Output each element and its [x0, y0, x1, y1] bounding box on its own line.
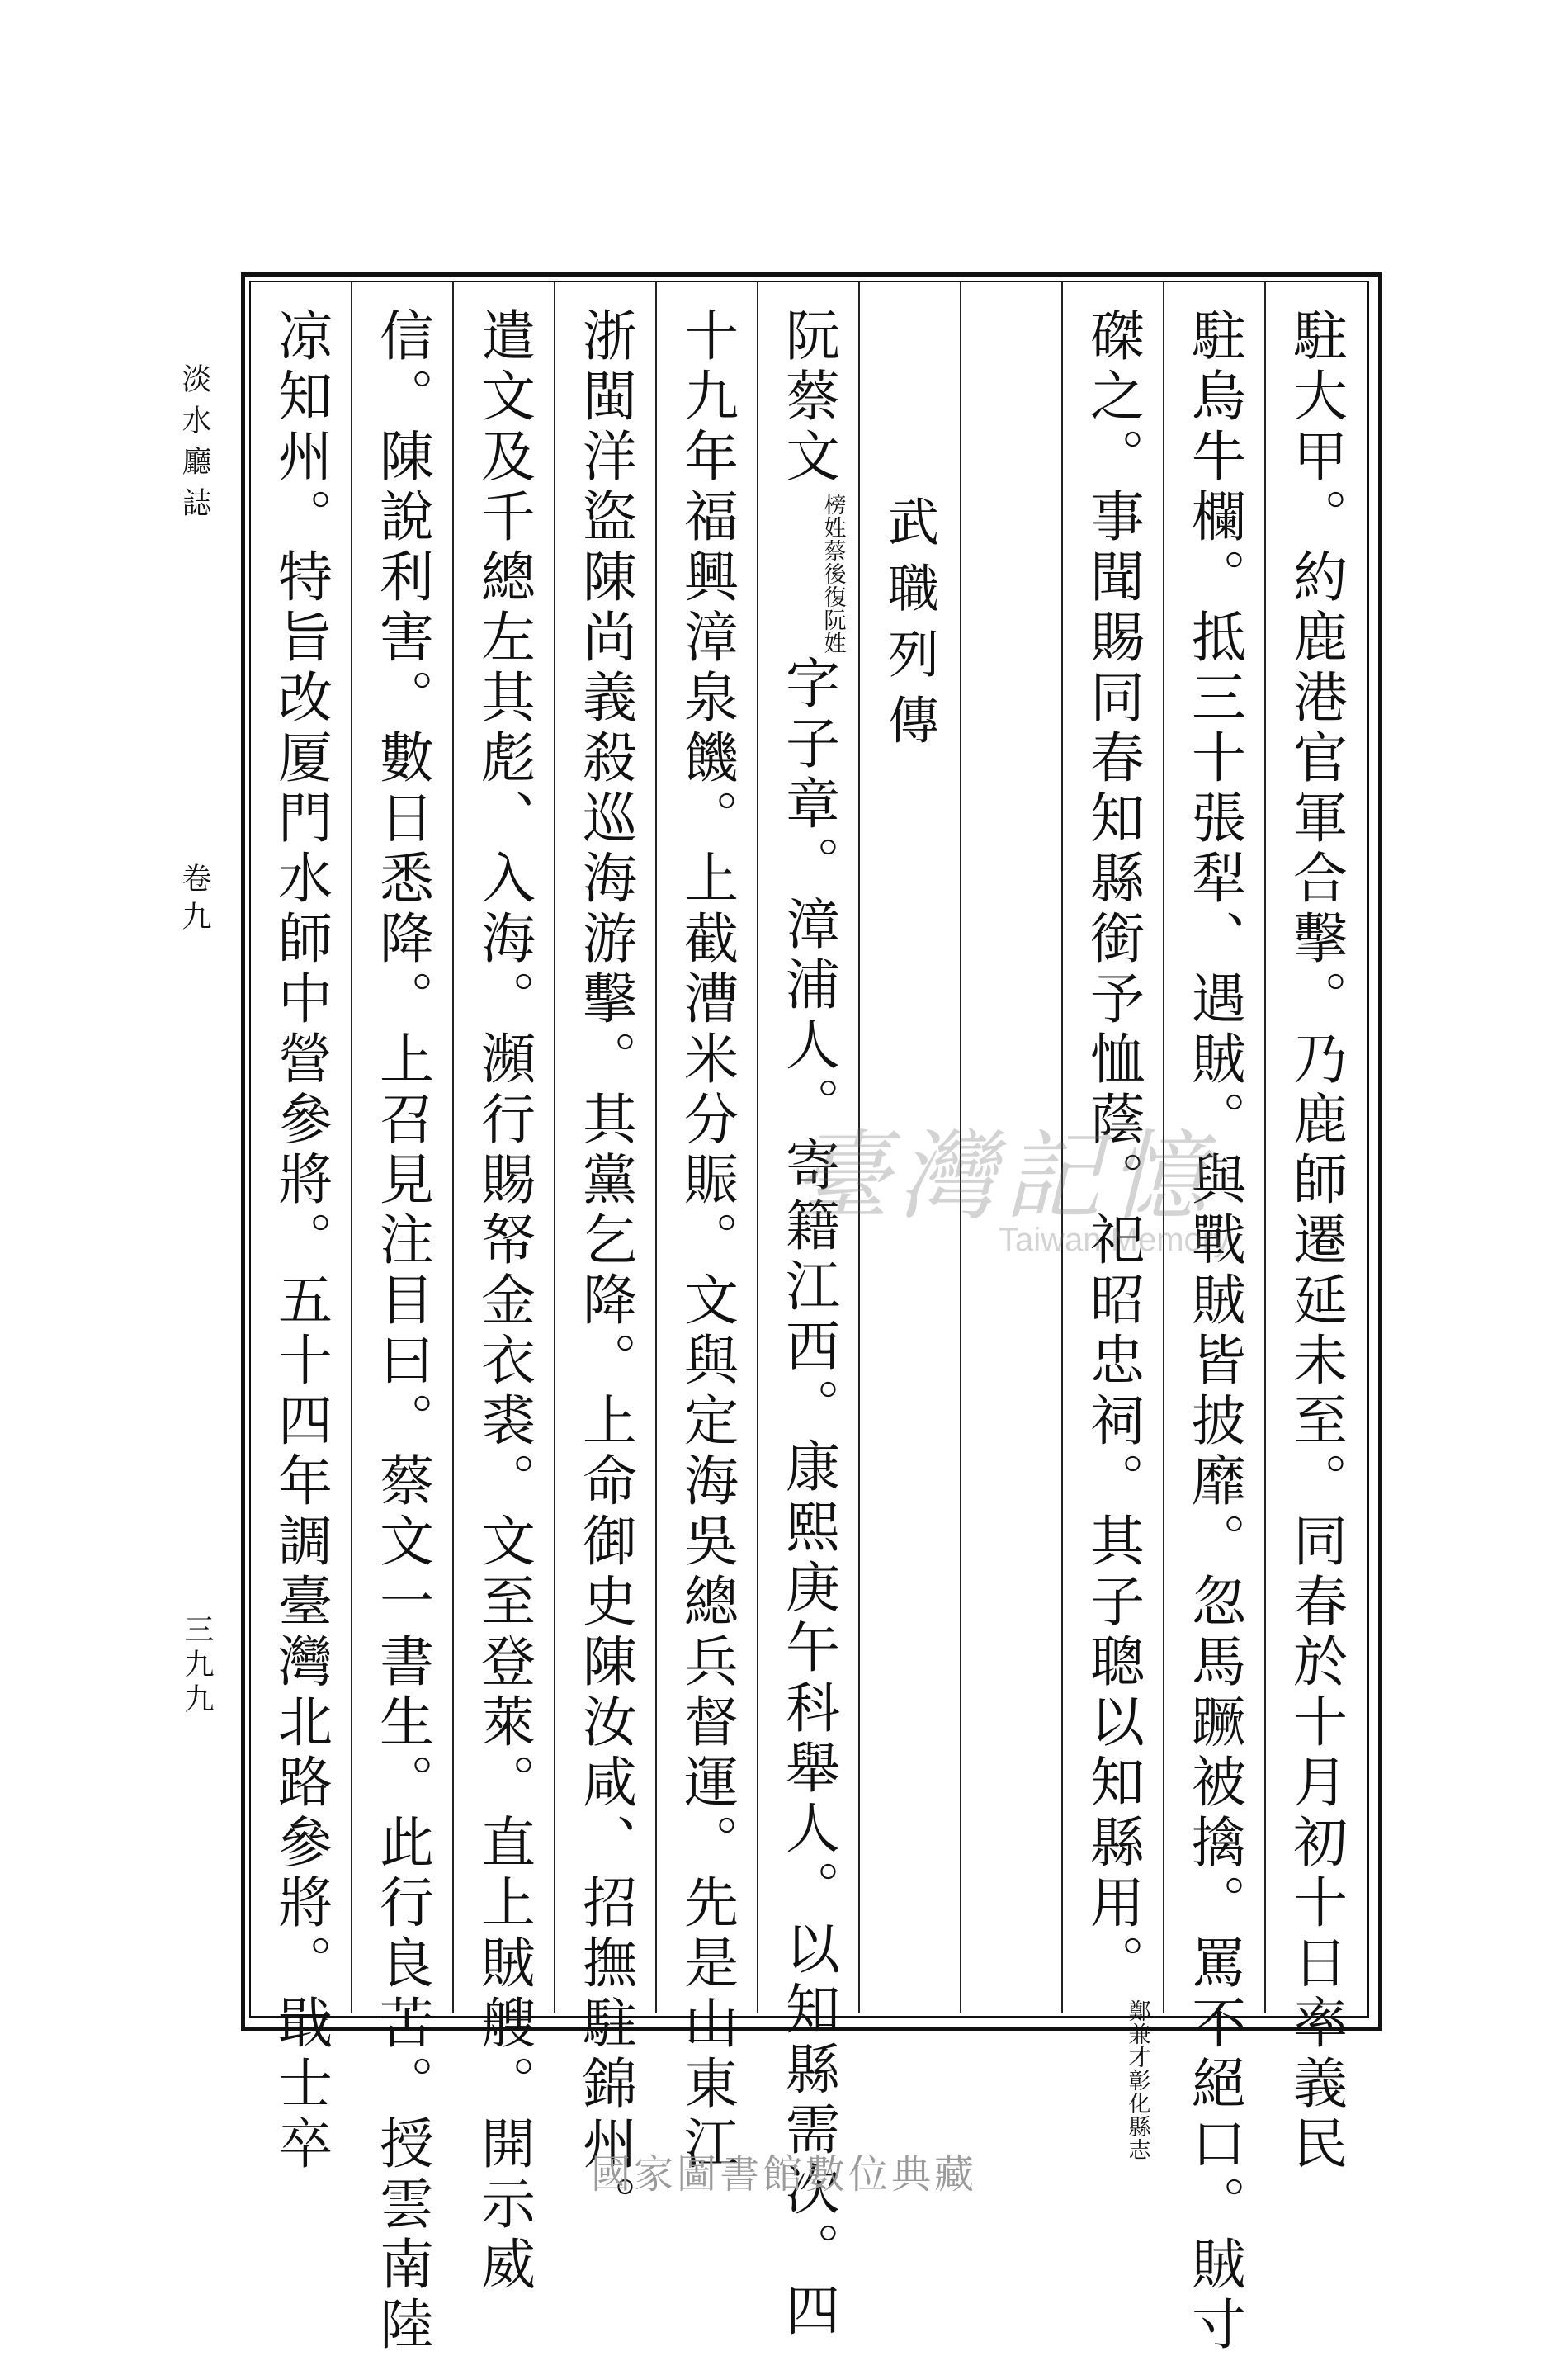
watermark-chinese: 臺灣記憶: [792, 1119, 1216, 1233]
column-divider: [757, 282, 758, 2013]
column-text: 凉知州。特旨改厦門水師中營參將。五十四年調臺灣北路參將。戢士卒: [268, 307, 333, 2175]
column-divider: [1264, 282, 1266, 2013]
column-text: 浙閩洋盜陳尚義殺巡海游擊。其黨乞降。上命御史陳汝咸、招撫駐錦州。: [573, 307, 637, 2235]
column-divider: [1061, 282, 1063, 2013]
column-divider: [655, 282, 657, 2013]
column-divider: [452, 282, 454, 2013]
section-heading: [872, 495, 947, 2188]
interlinear-note: 榜姓蔡後復阮姓: [819, 493, 846, 655]
column-text: 遣文及千總左其彪、入海。瀕行賜帑金衣裘。文至登萊。直上賊艘。開示威: [471, 307, 536, 2296]
text-column: [1177, 307, 1251, 2356]
column-divider: [858, 282, 860, 2013]
watermark-english: Taiwan Memory: [999, 1222, 1230, 1258]
footer-credit: 國家圖書館數位典藏: [590, 2151, 977, 2198]
column-divider: [960, 282, 961, 2013]
column-text: 駐烏牛欄。抵三十張犁、遇賊。與戰賊皆披靡。忽馬蹶被擒。罵不絕口。賊寸: [1182, 307, 1246, 2356]
column-divider: [554, 282, 555, 2013]
column-text: 駐大甲。約鹿港官軍合擊。乃鹿師遷延未至。同春於十月初十日率義民: [1283, 307, 1348, 2175]
column-divider: [351, 282, 352, 2013]
margin-book-title: 淡水廳誌: [177, 363, 211, 528]
column-text: 阮蔡文: [776, 307, 840, 488]
column-text: 武職列傳: [879, 495, 940, 759]
text-column: [263, 307, 338, 2175]
text-column: [365, 307, 439, 2356]
column-divider: [1163, 282, 1164, 2013]
text-column: [1075, 307, 1150, 2161]
column-text-continued: 字子章。漳浦人。寄籍江西。康熙庚午科舉人。以知縣需次。四: [776, 655, 840, 2342]
text-column: [669, 307, 744, 2175]
text-column: [771, 307, 846, 2342]
text-column: [974, 307, 1048, 1999]
column-text: 磔之。事聞賜同春知縣銜予恤蔭。祀昭忠祠。其子聰以知縣用。: [1080, 307, 1145, 1994]
column-text: 十九年福興漳泉饑。上截漕米分賑。文與定海吳總兵督運。先是山東江: [674, 307, 739, 2175]
text-column: [568, 307, 642, 2235]
margin-page-number: 三九九: [180, 1614, 214, 1718]
column-text: 信。陳說利害。數日悉降。上召見注目曰。蔡文一書生。此行良苦。授雲南陸: [370, 307, 434, 2356]
text-column: [1278, 307, 1353, 2175]
margin-volume: 卷九: [177, 863, 211, 939]
interlinear-note: 鄭兼才彰化縣志: [1124, 1999, 1150, 2161]
text-column: [466, 307, 541, 2296]
